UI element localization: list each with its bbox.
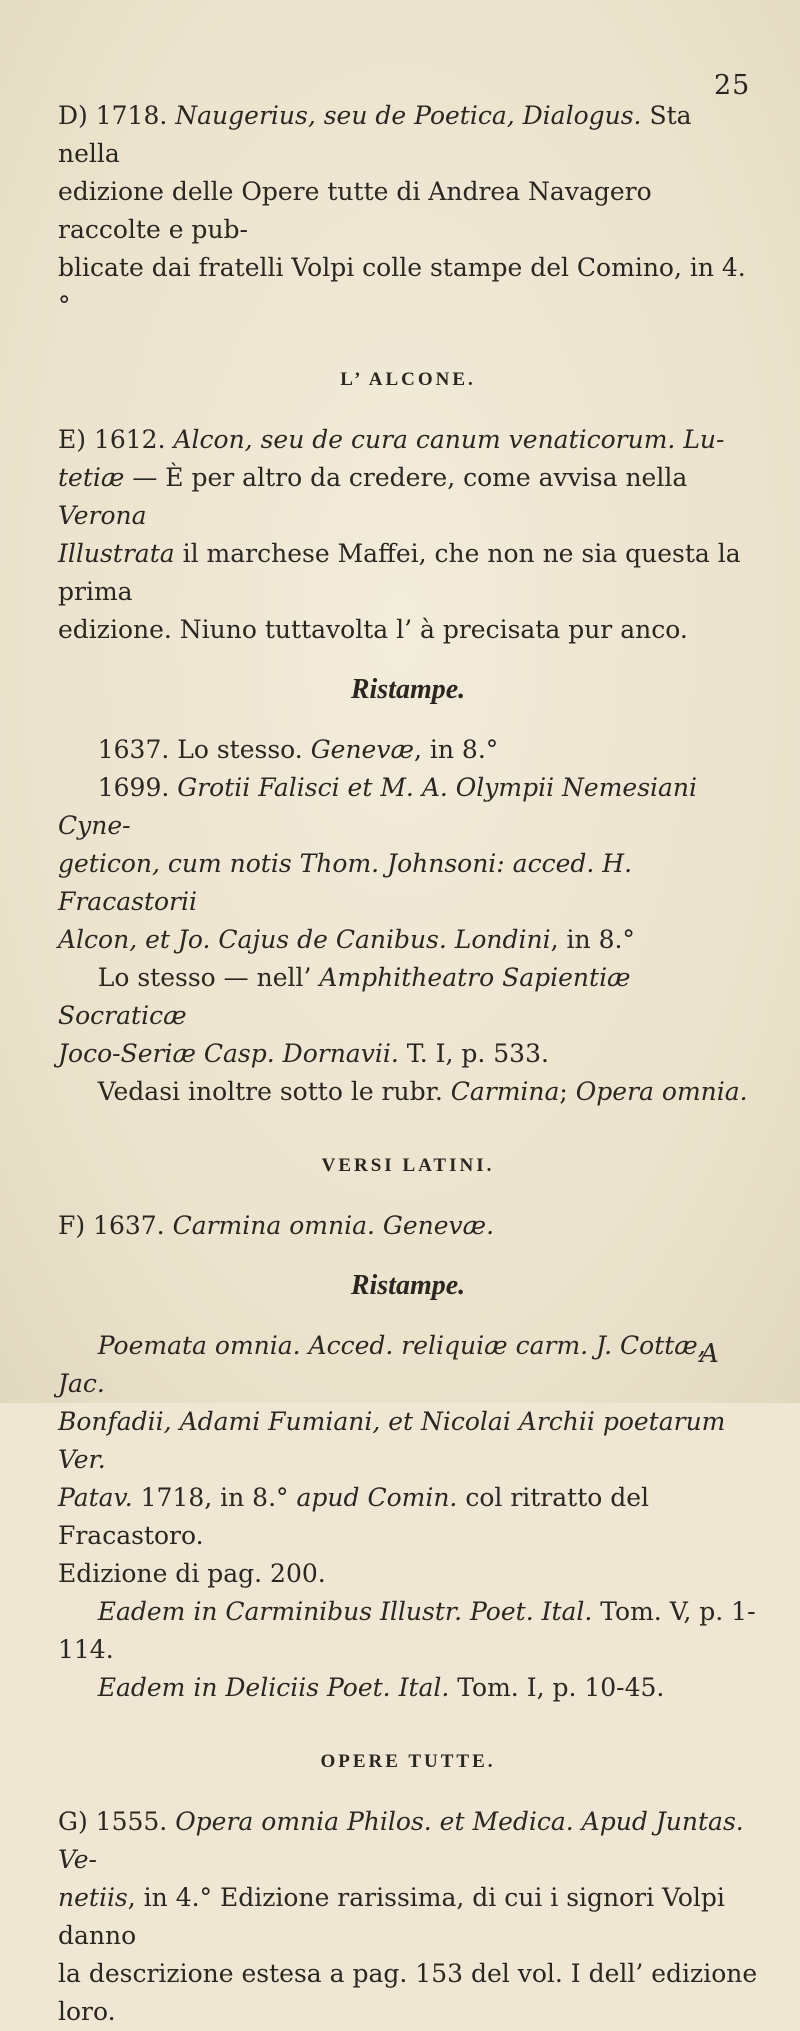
- paragraph: [58, 421, 758, 649]
- section-heading: OPERE TUTTE.: [320, 1751, 496, 1772]
- text-line: Eadem in Deliciis Poet. Ital. Tom. I, p. 10-45.: [97, 1673, 665, 1702]
- text-line: edizione. Niuno tuttavolta l’ à precisata pur anco.: [58, 615, 688, 644]
- text-line: la descrizione estesa a pag. 153 del vol. I dell’ edizione loro.: [58, 1959, 758, 2026]
- paragraph: [58, 1803, 758, 2031]
- text-line: Bonfadii, Adami Fumiani, et Nicolai Archii poetarum Ver.: [58, 1407, 726, 1474]
- text-line: E) 1612. Alcon, seu de cura canum venaticorum. Lu-: [58, 425, 725, 454]
- text-line: G) 1555. Opera omnia Philos. et Medica. Apud Juntas. Ve-: [58, 1807, 744, 1874]
- text-line: Lo stesso — nell’ Amphitheatro Sapientiæ Socraticæ: [58, 963, 631, 1030]
- text-line: F) 1637. Carmina omnia. Genevæ.: [58, 1211, 495, 1240]
- text-line: blicate dai fratelli Volpi colle stampe del Comino, in 4.°: [58, 253, 746, 320]
- text-line: Joco-Seriæ Casp. Dornavii. T. I, p. 533.: [58, 1039, 549, 1068]
- subheading: Ristampe.: [350, 1270, 466, 1301]
- subheading: Ristampe.: [350, 674, 466, 705]
- text-line: netiis, in 4.° Edizione rarissima, di cui i signori Volpi danno: [58, 1883, 725, 1950]
- text-line: Alcon, et Jo. Cajus de Canibus. Londini, in 8.°: [58, 925, 635, 954]
- paragraph: [58, 97, 758, 325]
- text-line: Vedasi inoltre sotto le rubr. Carmina; Opera omnia.: [58, 1077, 748, 1106]
- text-line: tetiæ — È per altro da credere, come avvisa nella Verona: [58, 463, 688, 530]
- page-text: [58, 97, 758, 2031]
- paragraph: [58, 731, 758, 1111]
- text-line: geticon, cum notis Thom. Johnsoni: acced. H. Fracastorii: [58, 849, 633, 916]
- section-heading: L’ ALCONE.: [340, 369, 476, 390]
- page-number: 25: [714, 70, 751, 101]
- text-line: 1699. Grotii Falisci et M. A. Olympii Nemesiani Cyne-: [58, 773, 698, 840]
- text-line: Patav. 1718, in 8.° apud Comin. col ritratto del Fracastoro.: [58, 1483, 650, 1550]
- text-line: 1637. Lo stesso. Genevæ, in 8.°: [58, 735, 499, 764]
- text-line: Edizione di pag. 200.: [58, 1559, 326, 1588]
- text-line: edizione delle Opere tutte di Andrea Navagero raccolte e pub-: [58, 177, 652, 244]
- paragraph: [58, 1207, 758, 1245]
- catchword: A: [700, 1339, 719, 1369]
- text-line: Eadem in Carminibus Illustr. Poet. Ital. Tom. V, p. 1-114.: [58, 1597, 756, 1664]
- section-heading: VERSI LATINI.: [321, 1155, 495, 1176]
- text-line: Poemata omnia. Acced. reliquiæ carm. J. Cottæ, Jac.: [58, 1331, 706, 1398]
- text-line: D) 1718. Naugerius, seu de Poetica, Dialogus. Sta nella: [58, 101, 692, 168]
- paragraph: [58, 1327, 758, 1707]
- text-line: Illustrata il marchese Maffei, che non ne sia questa la prima: [58, 539, 741, 606]
